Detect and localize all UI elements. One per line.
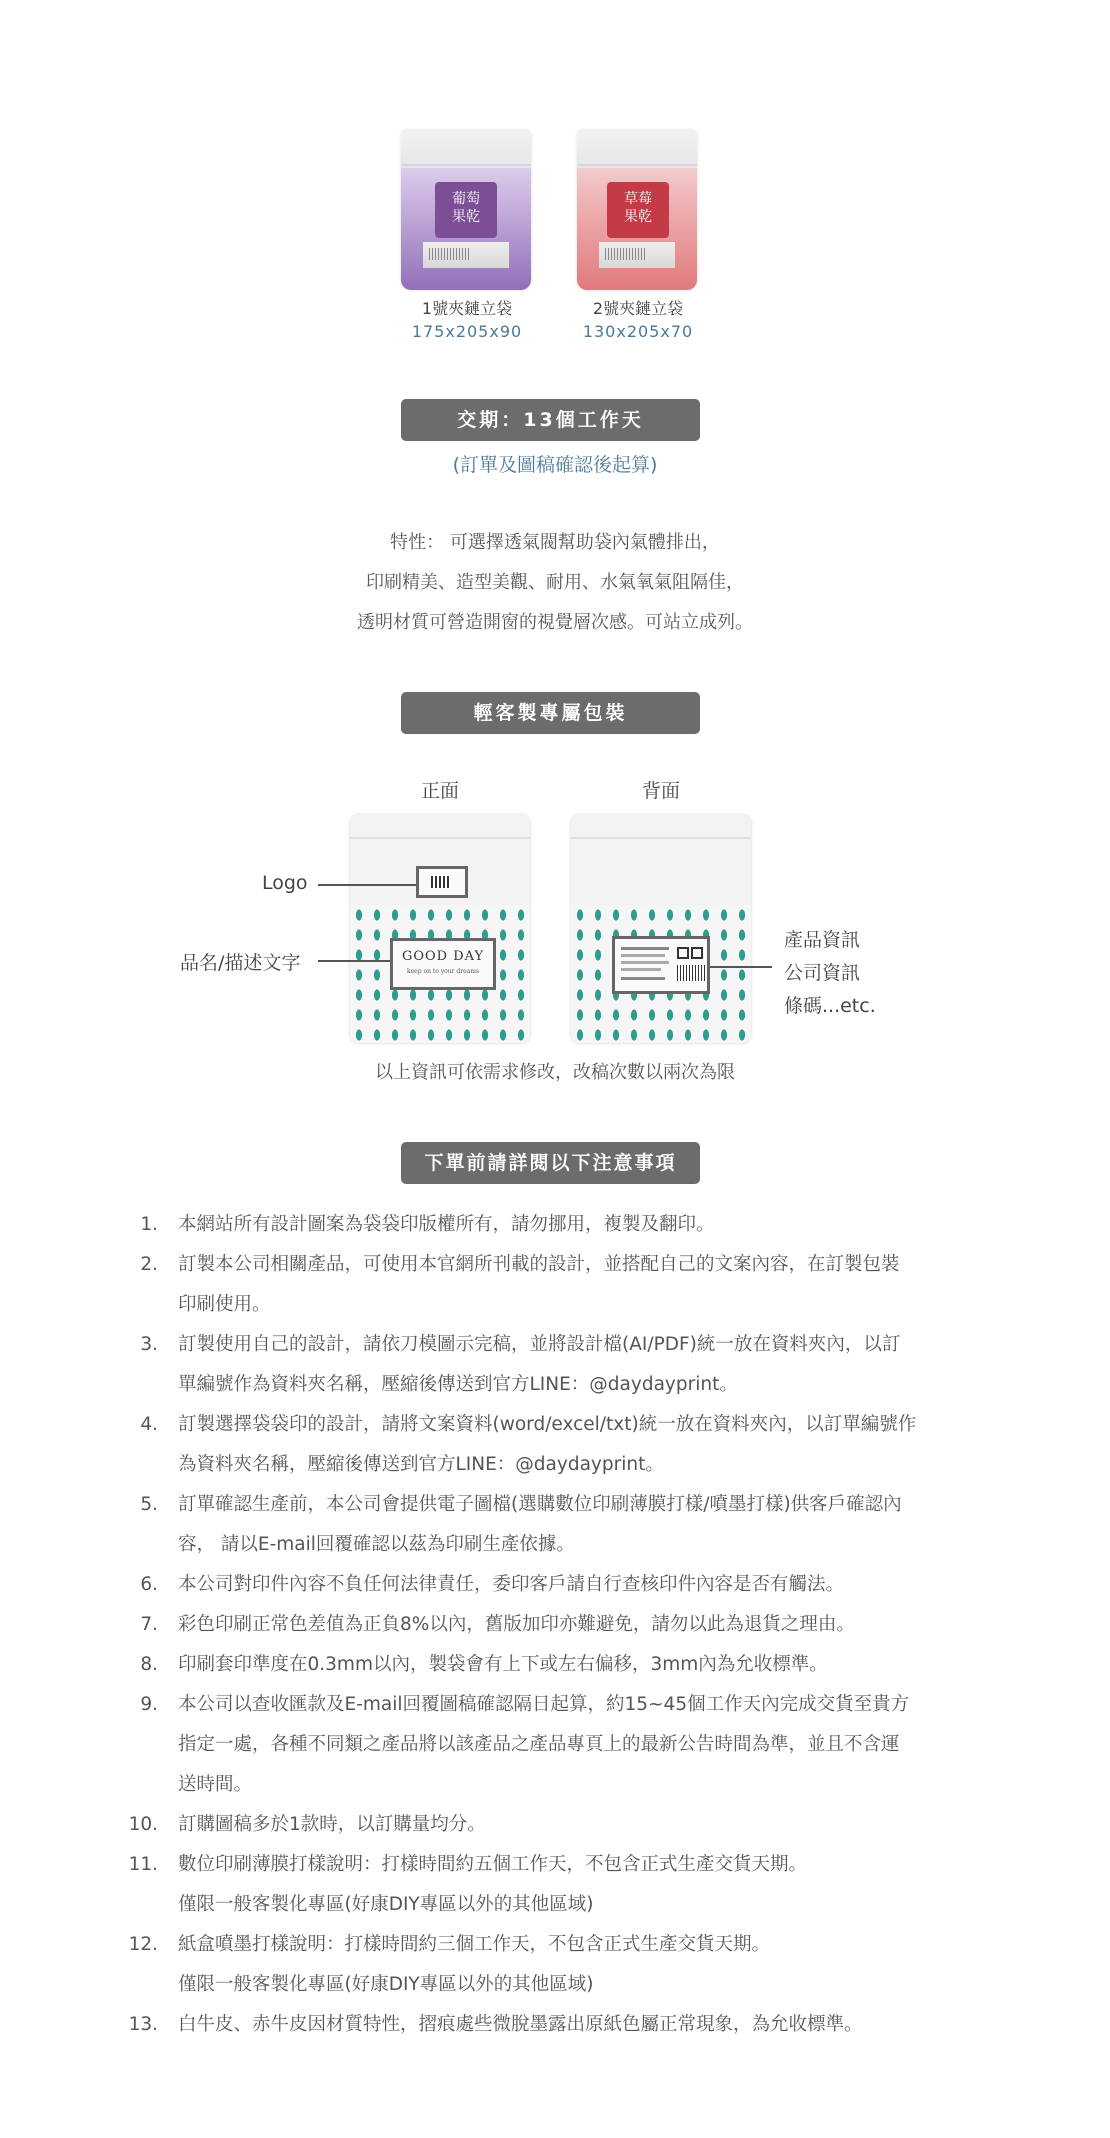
notice-item-line: 訂購圖稿多於1款時，以訂購量均分。	[178, 1814, 486, 1835]
bag-1-label: 葡萄 果乾	[435, 182, 497, 238]
back-bag-mockup	[571, 815, 751, 1043]
info-pointer-line	[710, 966, 772, 968]
front-bag-mockup	[350, 815, 530, 1043]
notice-item	[120, 2005, 1000, 2045]
notice-item-line: 白牛皮、赤牛皮因材質特性，摺痕處些微脫墨露出原紙色屬正常現象，為允收標準。	[178, 2014, 863, 2035]
notice-item	[120, 1805, 1000, 1845]
bag-2-label: 草莓 果乾	[607, 182, 669, 238]
notice-item-text	[178, 1405, 1000, 1485]
notice-item-number: 12.	[128, 1934, 158, 1955]
product-bag-2	[577, 130, 697, 290]
notice-item-text	[178, 2005, 1000, 2045]
notice-item-number: 1.	[140, 1214, 158, 1235]
notice-item-number: 6.	[140, 1574, 158, 1595]
feature-line-1: 特性： 可選擇透氣閥幫助袋內氣體排出，	[390, 532, 720, 553]
custom-caption: 以上資訊可依需求修改，改稿次數以兩次為限	[375, 1062, 735, 1083]
notice-item-line: 僅限一般客製化專區(好康DIY專區以外的其他區域)	[178, 1974, 594, 1995]
logo-pointer-line	[318, 884, 416, 886]
notice-item	[120, 1925, 1000, 2005]
notice-item-number: 11.	[128, 1854, 158, 1875]
notice-item	[120, 1565, 1000, 1605]
notice-item-text	[178, 1925, 1000, 2005]
notice-item-text	[178, 1565, 1000, 1605]
notice-item-number: 13.	[128, 2014, 158, 2035]
info-box	[612, 936, 710, 994]
notice-item-line: 單編號作為資料夾名稱，壓縮後傳送到官方LINE：@daydayprint。	[178, 1374, 738, 1395]
notice-item-line: 本網站所有設計圖案為袋袋印版權所有，請勿挪用，複製及翻印。	[178, 1214, 715, 1235]
front-label: 正面	[420, 780, 459, 802]
notice-item-text	[178, 1485, 1000, 1565]
feature-line-2: 印刷精美、造型美觀、耐用、水氣氧氣阻隔佳，	[366, 572, 744, 593]
notice-title: 下單前請詳閱以下注意事項	[401, 1142, 700, 1184]
notice-item	[120, 1845, 1000, 1925]
custom-title: 輕客製專屬包裝	[401, 692, 700, 734]
feature-line-3: 透明材質可營造開窗的視覺層次感。可站立成列。	[357, 612, 753, 633]
notice-item-line: 印刷套印準度在0.3mm以內，製袋會有上下或左右偏移，3mm內為允收標準。	[178, 1654, 828, 1675]
notice-item-line: 訂製本公司相關產品，可使用本官網所刊載的設計，並搭配自己的文案內容，在訂製包裝	[178, 1254, 900, 1275]
product-1-name: 1號夾鏈立袋	[421, 299, 513, 318]
notice-item-line: 指定一處，各種不同類之產品將以該產品之產品專頁上的最新公告時間為準，並且不含運	[178, 1734, 900, 1755]
notice-item-text	[178, 1645, 1000, 1685]
notice-item	[120, 1485, 1000, 1565]
notice-item-line: 本公司對印件內容不負任何法律責任，委印客戶請自行查核印件內容是否有觸法。	[178, 1574, 845, 1595]
notice-item-text	[178, 1245, 1000, 1325]
notice-item-line: 訂單確認生產前，本公司會提供電子圖檔(選購數位印刷薄膜打樣/噴墨打樣)供客戶確認內	[178, 1494, 902, 1515]
notice-item	[120, 1245, 1000, 1325]
info-label-2: 公司資訊	[784, 962, 861, 984]
logo-box	[416, 866, 468, 898]
notice-item-text	[178, 1605, 1000, 1645]
good-day-subtext: keep on to your dreams	[406, 968, 480, 975]
notice-item-line: 數位印刷薄膜打樣說明：打樣時間約五個工作天，不包含正式生產交貨天期。	[178, 1854, 808, 1875]
notice-item-line: 印刷使用。	[178, 1294, 271, 1315]
back-label: 背面	[641, 780, 680, 802]
notice-item-number: 4.	[140, 1414, 158, 1435]
name-label: 品名/描述文字	[180, 952, 301, 974]
notice-item-line: 為資料夾名稱，壓縮後傳送到官方LINE：@daydayprint。	[178, 1454, 664, 1475]
notice-item-line: 紙盒噴墨打樣說明：打樣時間約三個工作天，不包含正式生產交貨天期。	[178, 1934, 771, 1955]
notice-item	[120, 1605, 1000, 1645]
notice-item-text	[178, 1325, 1000, 1405]
notice-item-text	[178, 1205, 1000, 1245]
info-label-1: 產品資訊	[784, 929, 861, 951]
notice-item-number: 8.	[140, 1654, 158, 1675]
notice-item-number: 2.	[140, 1254, 158, 1275]
notice-item	[120, 1405, 1000, 1485]
notice-item	[120, 1645, 1000, 1685]
delivery-title: 交期：13個工作天	[401, 399, 700, 441]
product-bag-1	[401, 130, 531, 290]
notice-item-number: 5.	[140, 1494, 158, 1515]
delivery-note: (訂單及圖稿確認後起算)	[452, 454, 658, 476]
notice-item-text	[178, 1845, 1000, 1925]
notice-item-line: 訂製使用自己的設計，請依刀模圖示完稿，並將設計檔(AI/PDF)統一放在資料夾內，以訂	[178, 1334, 901, 1355]
notice-item-line: 本公司以查收匯款及E-mail回覆圖稿確認隔日起算，約15~45個工作天內完成交貨至貴方	[178, 1694, 910, 1715]
notice-item-text	[178, 1805, 1000, 1845]
product-1-size: 175x205x90	[411, 322, 523, 341]
good-day-text: GOOD DAY	[401, 949, 485, 964]
notice-item-line: 僅限一般客製化專區(好康DIY專區以外的其他區域)	[178, 1894, 594, 1915]
notice-item-line: 訂製選擇袋袋印的設計，請將文案資料(word/excel/txt)統一放在資料夾內，以訂單編號作	[178, 1414, 917, 1435]
notice-list	[120, 1205, 1000, 2045]
product-2-size: 130x205x70	[582, 322, 694, 341]
product-2-name: 2號夾鏈立袋	[592, 299, 684, 318]
notice-item-number: 7.	[140, 1614, 158, 1635]
notice-item-number: 9.	[140, 1694, 158, 1715]
notice-item-number: 10.	[128, 1814, 158, 1835]
notice-item	[120, 1325, 1000, 1405]
notice-item	[120, 1205, 1000, 1245]
name-box	[390, 938, 496, 990]
info-label-3: 條碼...etc.	[784, 995, 876, 1017]
notice-item-line: 送時間。	[178, 1774, 253, 1795]
notice-item-number: 3.	[140, 1334, 158, 1355]
notice-item-line: 彩色印刷正常色差值為正負8%以內，舊版加印亦難避免，請勿以此為退貨之理由。	[178, 1614, 855, 1635]
notice-item-line: 容， 請以E-mail回覆確認以茲為印刷生產依據。	[178, 1534, 575, 1555]
name-pointer-line	[318, 960, 390, 962]
notice-item	[120, 1685, 1000, 1805]
logo-label: Logo	[262, 872, 308, 894]
notice-item-text	[178, 1685, 1000, 1805]
